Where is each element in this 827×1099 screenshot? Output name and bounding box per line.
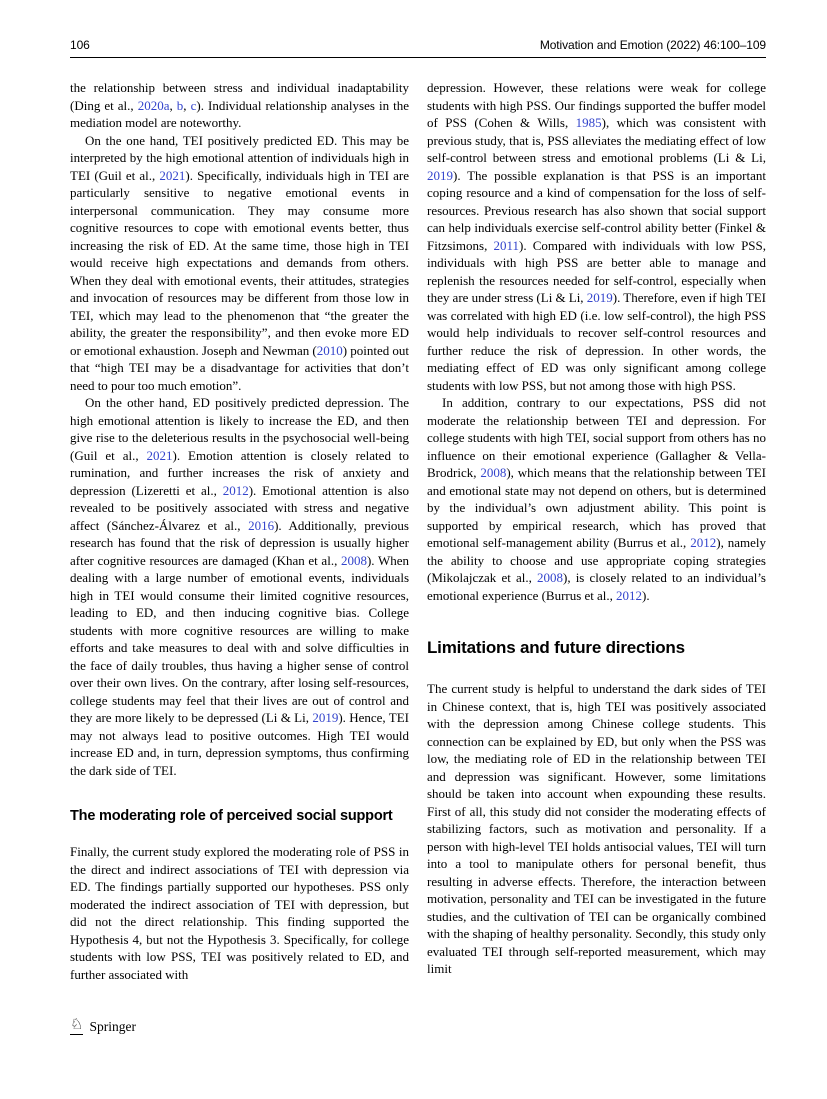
citation-link[interactable]: 1985 bbox=[575, 115, 602, 130]
springer-knight-horse-icon: ♘ bbox=[70, 1017, 84, 1033]
left-column bbox=[70, 79, 409, 983]
citation-link[interactable]: 2010 bbox=[316, 342, 343, 358]
section-heading: The moderating role of perceived social support bbox=[70, 808, 393, 824]
citation-link[interactable]: 2008 bbox=[340, 552, 367, 568]
right-column bbox=[427, 79, 766, 983]
paragraph: depression. However, these relations were weak for college students with high PSS. Our findings supported the buffer model of PSS (Cohen & Wills, 1985), which was consistent with previous study, that is, PSS alleviates the mediating effect of low self-control between stress and emotional problems (Li & Li, 2019). The possible explanation is that PSS is an important coping resource and a kind of compensation for the loss of self-resources. Previous research has also shown that social support can help individuals exercise self-control ability better (Finkel & Fitzsimons, 2011). Compared with individuals with low PSS, individuals with high PSS are better able to manage and replenish the resources needed for self-control, especially when they are under stress (Li & Li, 2019). Therefore, even if high TEI was correlated with high ED (i.e. low self-control), the high PSS would help individuals to recover self-control resources and further reduce the risk of depression. In other words, the mediating effect of ED was only significant among college students with low PSS, but not among those with high PSS. bbox=[427, 80, 767, 393]
section-heading: Limitations and future directions bbox=[427, 638, 685, 657]
citation-link[interactable]: c bbox=[190, 97, 197, 113]
article-body bbox=[70, 79, 766, 983]
citation-link[interactable]: 2019 bbox=[427, 167, 453, 183]
paragraph: In addition, contrary to our expectations, PSS did not moderate the relationship between TEI and depression. For college students with high TEI, social support from others has no influence on their emotional experience (Gallagher & Vella-Brodrick, 2008), which means that the relationship between TEI and emotional state may not depend on others, but is determined by the individual’s own adjustment ability. This point is supported by empirical research, which has proved that emotional self-management ability (Burrus et al., 2012), namely the ability to choose and use appropriate coping strategies (Mikolajczak et al., 2008), is closely related to an individual’s emotional experience (Burrus et al., 2012). bbox=[427, 395, 766, 603]
citation-link[interactable]: 2016 bbox=[248, 517, 275, 533]
citation-link[interactable]: 2012 bbox=[690, 535, 717, 550]
paragraph: Finally, the current study explored the moderating role of PSS in the direct and indirect associations of TEI with depression via ED. The findings partially supported our hypotheses. PSS only moderated the indirect association of TEI with depression, but did not the direct relationship. This finding supported the Hypothesis 4, but not the Hypothesis 3. Specifically, for college students with low PSS, TEI was positively related to ED, and further associated with bbox=[70, 844, 409, 982]
citation-link[interactable]: 2019 bbox=[312, 710, 339, 725]
header-rule bbox=[70, 57, 766, 58]
citation-link[interactable]: 2019 bbox=[586, 290, 613, 305]
citation-link[interactable]: 2008 bbox=[480, 465, 507, 480]
citation-link[interactable]: 2008 bbox=[536, 570, 563, 585]
paragraph: On the other hand, ED positively predicted depression. The high emotional attention is likely to increase the ED, and then give rise to the deleterious results in the psychosocial well-being (Guil et al., 2021). Emotion attention is closely related to rumination, and further increases the risk of anxiety and depression (Lizeretti et al., 2012). Emotional attention is also revealed to be positively associated with stress and negative affect (Sánchez-Álvarez et al., 2016). Additionally, previous research has found that the risk of depression is usually higher after cognitive resources are damaged (Khan et al., 2008). When dealing with a large number of emotional events, individuals high in TEI would consume their limited cognitive resources, leading to ED, and then inducing cognitive bias. College students with more cognitive resources are willing to make efforts and take measures to deal with and solve difficulties in the face of daily troubles, thus having a higher sense of control over their own lives. On the contrary, after losing self-resources, college students may feel that their lives are out of control and they are more likely to be depressed (Li & Li, 2019). Hence, TEI may not always lead to positive outcomes. High TEI would increase ED and, in turn, depression symptoms, thus confirming the dark side of TEI. bbox=[70, 395, 409, 778]
paragraph: On the one hand, TEI positively predicted ED. This may be interpreted by the high emotional attention of individuals high in TEI (Guil et al., 2021). Specifically, individuals high in TEI are particularly sensitive to negative emotional events in interpersonal communication. They may consume more cognitive resources to cope with emotional events better, thus increasing the risk of ED. At the same time, those high in TEI would receive high expectations and demands from others. When they deal with emotional events, their attitudes, strategies and invocation of resources may be different from those low in TEI, which may lead to the phenomenon that “the greater the ability, the greater the responsibility”, and then evoke more ED or emotional exhaustion. Joseph and Newman (2010) pointed out that “high TEI may be a disadvantage for activities that don’t need to pour too much emotion”. bbox=[70, 132, 410, 393]
page-number: 106 bbox=[70, 38, 90, 52]
citation-link[interactable]: 2011 bbox=[493, 237, 519, 253]
page-footer bbox=[70, 1018, 136, 1035]
citation-link[interactable]: 2021 bbox=[159, 167, 186, 183]
publisher-name: Springer bbox=[89, 1018, 136, 1034]
paragraph: The current study is helpful to understand the dark sides of TEI in Chinese context, that is, high TEI was positively associated with the depression among Chinese college students. This connection can be explained by ED, but only when the PSS was low, the mediating role of ED in the relationship between TEI and depression was significant. However, some limitations should be taken into account when expounding these results. First of all, this study did not consider the moderating effects of stabilizing factors, such as motivation and personality. If a person with high-level TEI holds antisocial values, TEI will turn into a tool to manipulate others for personal benefit, thus resulting in adverse effects. Therefore, the interaction between motivation, personality and TEI can be investigated in the future studies, and the cultivation of TEI can be organically combined with the shaping of healthy personality. Secondly, this study only evaluated TEI through self-reported measurement, which may limit bbox=[427, 681, 766, 976]
citation-link[interactable]: b bbox=[176, 97, 184, 113]
citation-link[interactable]: 2021 bbox=[146, 447, 173, 463]
citation-link[interactable]: 2020a bbox=[137, 97, 170, 113]
citation-link[interactable]: 2012 bbox=[616, 587, 643, 603]
paragraph: the relationship between stress and individual inadaptability (Ding et al., 2020a, b, c). Individual relationship analyses in the mediation model are noteworthy. bbox=[70, 80, 409, 130]
page-header bbox=[70, 38, 766, 52]
journal-reference: Motivation and Emotion (2022) 46:100–109 bbox=[539, 38, 766, 52]
citation-link[interactable]: 2012 bbox=[222, 482, 249, 498]
